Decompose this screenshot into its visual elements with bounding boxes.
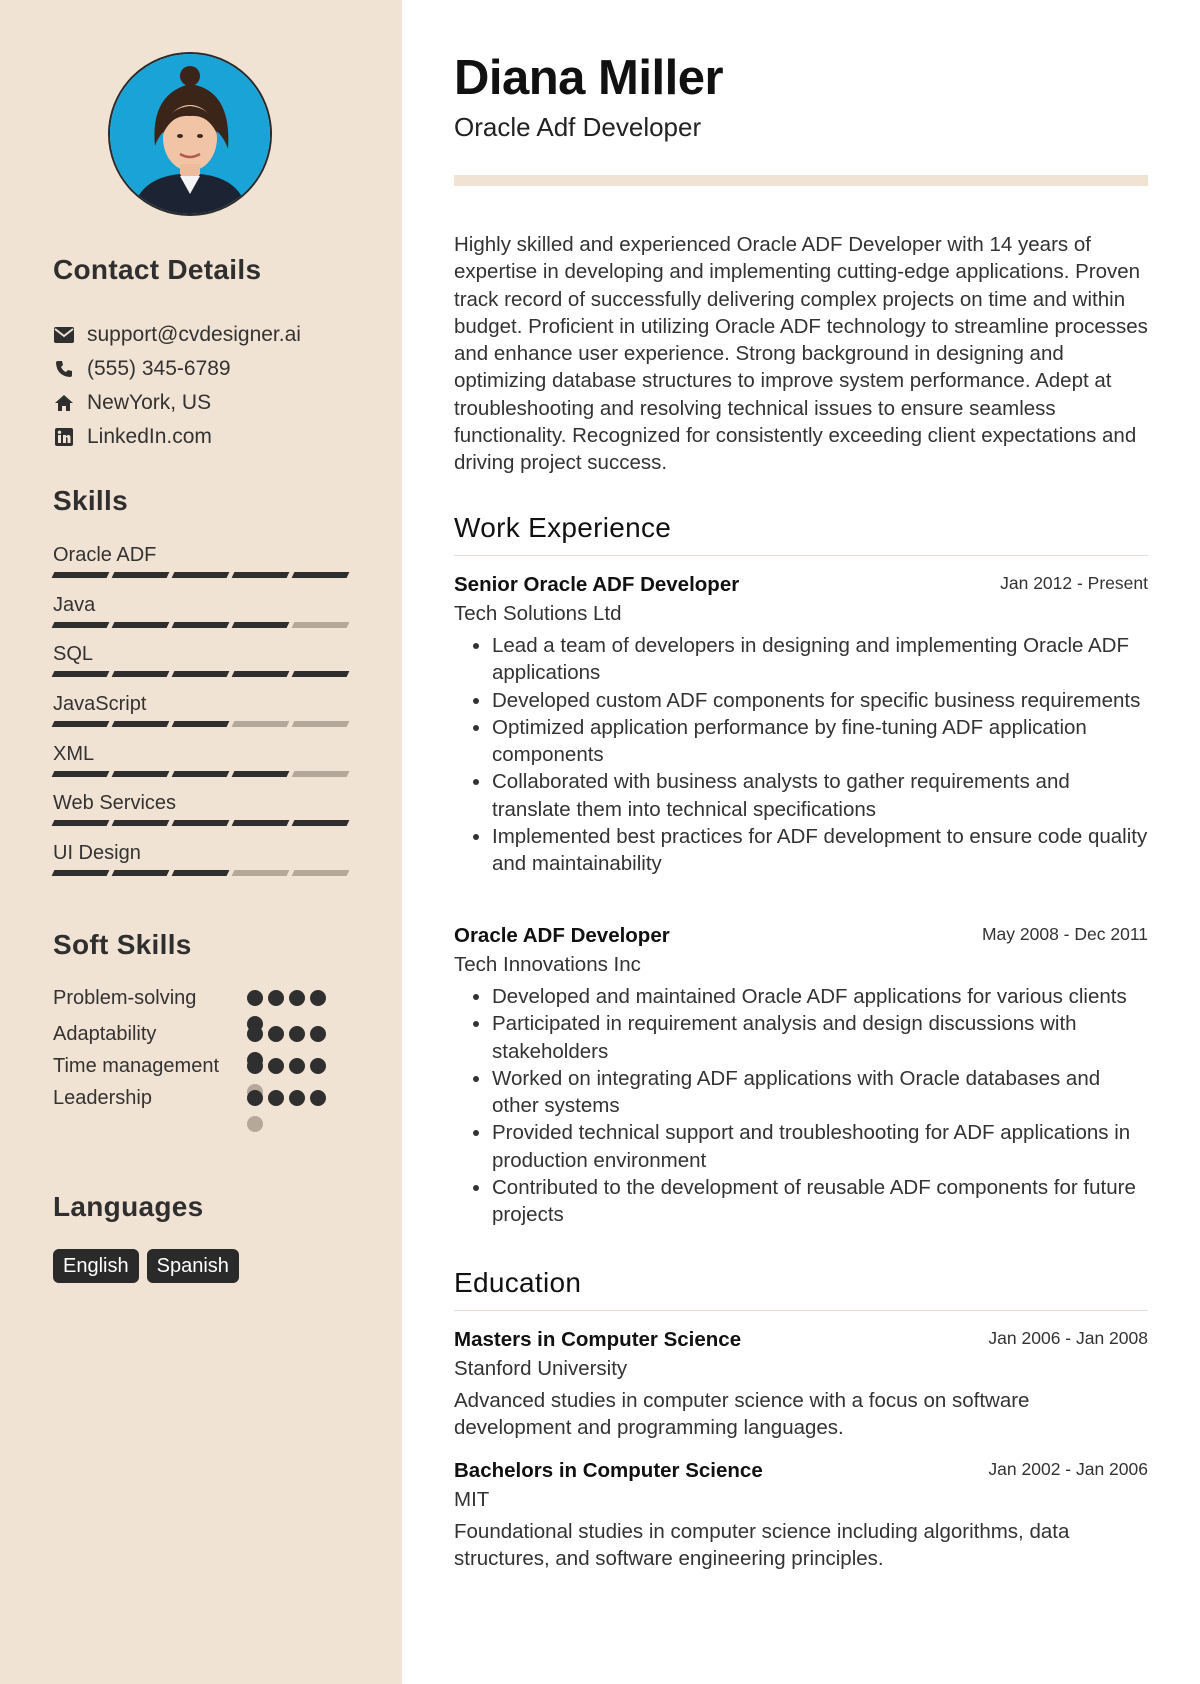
level-dot-filled [310,990,326,1006]
skill-bar-filled [172,622,230,628]
level-dot-filled [289,1090,305,1106]
skill-name: SQL [53,643,94,666]
header-divider [454,175,1148,186]
skill-bar-empty [292,721,350,727]
level-dot-filled [289,1058,305,1074]
soft-skill-name: Time management [53,1055,219,1077]
skill-row [53,741,353,791]
candidate-name: Diana Miller [454,51,724,105]
skill-bar-filled [112,771,170,777]
level-dot-filled [268,1026,284,1042]
contact-location [53,386,373,420]
work-heading: Work Experience [454,512,672,543]
skill-bar-empty [232,870,290,876]
job-title: Senior Oracle ADF Developer [454,573,740,596]
job-bullet: • Participated in requirement analysis and design discussions with stakeholders [492,1010,1148,1065]
level-dot-filled [289,1026,305,1042]
skill-name: JavaScript [53,693,147,716]
job-entry [454,924,1148,1229]
education-entry [454,1459,1148,1573]
job-date: Jan 2012 - Present [1000,573,1148,593]
skill-bar-filled [172,671,230,677]
job-entry [454,573,1148,878]
skill-bar-filled [172,870,230,876]
contact-phone[interactable] [53,352,373,386]
contact-email-text: support@cvdesigner.ai [87,323,301,346]
degree-title: Masters in Computer Science [454,1328,742,1351]
school-name: Stanford University [454,1357,628,1380]
skill-level-bars [53,771,353,777]
skill-row [53,641,353,691]
job-date: May 2008 - Dec 2011 [981,924,1148,944]
skill-bar-filled [172,771,230,777]
skill-bar-filled [112,671,170,677]
skill-row [53,790,353,840]
soft-skill-row [53,1053,353,1080]
skill-bar-empty [232,721,290,727]
job-bullets [454,632,1148,878]
languages-heading: Languages [53,1191,204,1222]
skill-bar-filled [292,820,350,826]
envelope-icon [53,324,75,346]
skill-list [53,542,353,890]
skill-name: Oracle ADF [53,544,157,566]
contact-location-text: NewYork, US [87,391,212,414]
skill-bar-filled [172,572,230,578]
job-bullet: • Optimized application performance by fine-tuning ADF application components [492,714,1148,769]
soft-skill-row [53,1021,353,1048]
level-dot-filled [310,1058,326,1074]
soft-skill-name: Adaptability [53,1023,157,1045]
soft-skill-list [53,985,353,1112]
skill-name: Web Services [53,792,177,815]
soft-skill-level-dots [247,1090,331,1132]
level-dot-filled [247,1026,263,1042]
skill-bar-filled [232,622,290,628]
main-content [402,0,1200,1684]
skill-name: Java [53,593,96,616]
education-date: Jan 2006 - Jan 2008 [988,1328,1148,1348]
skill-level-bars [53,572,353,578]
linkedin-icon [53,426,75,448]
skill-bar-filled [52,820,110,826]
skill-level-bars [53,622,353,628]
level-dot-filled [268,1058,284,1074]
skill-bar-filled [112,622,170,628]
skill-bar-filled [112,572,170,578]
skill-bar-filled [232,771,290,777]
level-dot-filled [247,1058,263,1074]
home-icon [53,392,75,414]
job-bullet: • Lead a team of developers in designing and implementing Oracle ADF applications [492,632,1148,687]
contact-heading: Contact Details [53,254,262,285]
skill-bar-filled [232,820,290,826]
soft-skills-heading: Soft Skills [53,929,192,960]
skill-level-bars [53,721,353,727]
skill-bar-filled [52,870,110,876]
school-name: MIT [454,1488,490,1511]
education-divider [454,1310,1148,1311]
avatar [108,52,272,216]
language-list [53,1249,239,1283]
skill-bar-filled [52,572,110,578]
skill-bar-filled [52,771,110,777]
skill-level-bars [53,820,353,826]
soft-skill-row [53,1085,353,1112]
skills-heading: Skills [53,485,128,516]
skill-bar-filled [52,721,110,727]
skill-row [53,542,353,592]
contact-linkedin-text: LinkedIn.com [87,425,212,448]
skill-row [53,691,353,741]
skill-name: UI Design [53,842,141,865]
soft-skill-name: Leadership [53,1087,152,1109]
job-company: Tech Solutions Ltd [454,602,622,625]
level-dot-filled [268,990,284,1006]
skill-bar-filled [112,721,170,727]
contact-email[interactable] [53,318,373,352]
skill-bar-filled [112,870,170,876]
skill-row [53,840,353,890]
job-bullet: • Contributed to the development of reusable ADF components for future projects [492,1174,1148,1229]
skill-bar-empty [292,771,350,777]
level-dot-filled [247,990,263,1006]
skill-bar-filled [172,721,230,727]
candidate-title: Oracle Adf Developer [454,112,702,142]
contact-list [53,318,373,454]
contact-phone-text: (555) 345-6789 [87,357,231,380]
language-badge: Spanish [147,1249,239,1283]
level-dot-filled [247,1090,263,1106]
job-bullet: • Implemented best practices for ADF development to ensure code quality and maintainability [492,823,1148,878]
education-description: Advanced studies in computer science with a focus on software development and programming languages. [454,1389,1030,1440]
education-date: Jan 2002 - Jan 2006 [988,1459,1148,1479]
job-bullet: • Provided technical support and troubleshooting for ADF applications in production environment [492,1119,1148,1174]
education-description: Foundational studies in computer science including algorithms, data structures, and software engineering principles. [454,1520,1070,1571]
job-bullet: • Developed and maintained Oracle ADF applications for various clients [492,983,1148,1010]
language-badge: English [53,1249,139,1283]
skill-bar-filled [232,671,290,677]
level-dot-filled [310,1090,326,1106]
soft-skill-row [53,985,353,1012]
sidebar [0,0,402,1684]
job-bullet: • Developed custom ADF components for specific business requirements [492,687,1148,714]
phone-icon [53,358,75,380]
degree-title: Bachelors in Computer Science [454,1459,763,1482]
work-divider [454,555,1148,556]
job-bullets [454,983,1148,1229]
job-title: Oracle ADF Developer [454,924,670,947]
soft-skill-name: Problem-solving [53,987,197,1009]
education-heading: Education [454,1267,582,1298]
job-company: Tech Innovations Inc [454,953,641,976]
job-bullet: • Collaborated with business analysts to gather requirements and translate them into technical specifications [492,768,1148,823]
contact-linkedin[interactable] [53,420,373,454]
skill-level-bars [53,870,353,876]
skill-bar-empty [292,870,350,876]
skill-bar-filled [292,572,350,578]
level-dot-filled [310,1026,326,1042]
level-dot-filled [289,990,305,1006]
skill-bar-filled [232,572,290,578]
skill-level-bars [53,671,353,677]
skill-name: XML [53,742,95,765]
education-entry [454,1328,1148,1442]
skill-bar-filled [52,671,110,677]
profile-summary: Highly skilled and experienced Oracle ADF Developer with 14 years of expertise in developing and implementing cutting-edge applications. Proven track record of successfully delivering complex projects on time and within budget. Proficient in utilizing Oracle ADF technology to streamline processes and enhance user experience. Strong background in designing and optimizing database structures to improve system performance. Adept at troubleshooting and resolving technical issues to ensure seamless functionality. Recognized for consistently exceeding client expectations and driving project success. [454,233,1148,475]
skill-bar-filled [172,820,230,826]
job-bullet: • Worked on integrating ADF applications with Oracle databases and other systems [492,1065,1148,1120]
skill-bar-filled [292,671,350,677]
skill-bar-empty [292,622,350,628]
skill-bar-filled [112,820,170,826]
level-dot-filled [268,1090,284,1106]
level-dot-empty [247,1116,263,1132]
skill-bar-filled [52,622,110,628]
skill-row [53,592,353,642]
